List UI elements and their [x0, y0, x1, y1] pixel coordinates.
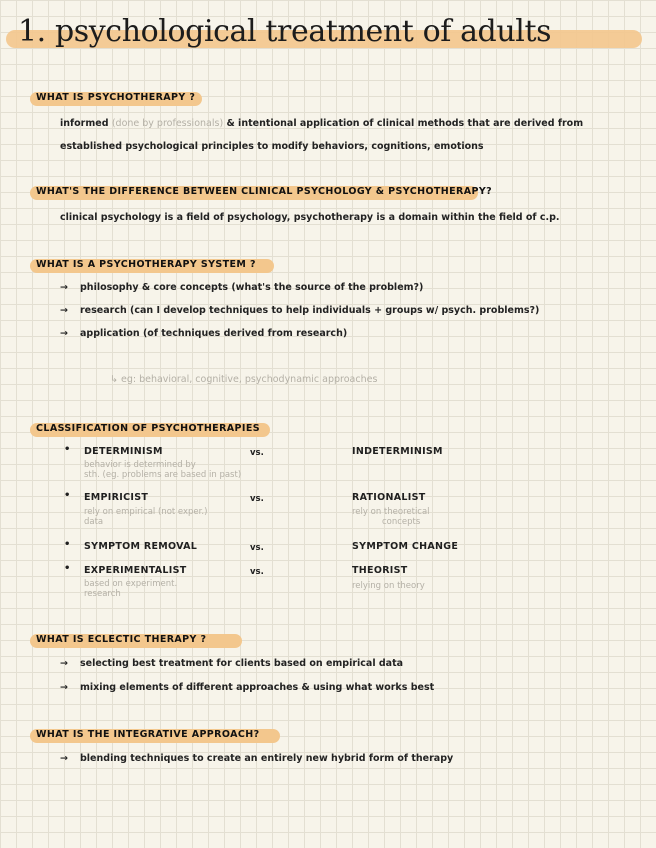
heading-psychotherapy-system	[30, 255, 256, 275]
heading-classification	[30, 419, 260, 439]
eclectic-item-text: selecting best treatment for clients based on empirical data	[80, 658, 404, 669]
eclectic-item-text: mixing elements of different approaches & using what works best	[80, 682, 435, 693]
bullet-icon: •	[64, 563, 71, 574]
classification-left-desc	[84, 507, 207, 527]
eclectic-item	[60, 658, 403, 669]
desc-line: research	[84, 589, 121, 599]
system-item-text: research (can I develop techniques to help individuals + groups w/ psych. problems?)	[80, 305, 540, 316]
heading-eclectic-therapy	[30, 630, 206, 650]
system-item	[60, 305, 539, 316]
classification-right-term: RATIONALIST	[352, 492, 426, 503]
heading-text: WHAT IS THE INTEGRATIVE APPROACH?	[36, 729, 260, 740]
integrative-item	[60, 753, 453, 764]
classification-right-desc	[352, 581, 425, 591]
arrow-icon: →	[60, 328, 68, 339]
heading-text: WHAT IS PSYCHOTHERAPY ?	[36, 92, 196, 103]
definition-line-2: established psychological principles to modify behaviors, cognitions, emotions	[60, 141, 484, 152]
heading-text: CLASSIFICATION OF PSYCHOTHERAPIES	[36, 423, 260, 434]
desc-line: concepts	[382, 517, 421, 527]
vs-label: vs.	[250, 448, 264, 458]
classification-left-term: EMPIRICIST	[84, 492, 149, 503]
classification-right-term: SYMPTOM CHANGE	[352, 541, 459, 552]
classification-left-desc	[84, 579, 177, 599]
title-block	[0, 14, 656, 58]
definition-text: informed	[60, 118, 109, 129]
classification-right-desc	[352, 507, 430, 527]
heading-text: WHAT IS A PSYCHOTHERAPY SYSTEM ?	[36, 259, 256, 270]
desc-line: rely on theoretical	[352, 507, 430, 517]
definition-text: & intentional application of clinical methods that are derived from	[226, 118, 584, 129]
classification-left-term: DETERMINISM	[84, 446, 163, 457]
vs-label: vs.	[250, 567, 264, 577]
classification-left-term: EXPERIMENTALIST	[84, 565, 187, 576]
difference-line: clinical psychology is a field of psychology, psychotherapy is a domain within the field of c.p.	[60, 212, 560, 223]
page-title: 1. psychological treatment of adults	[18, 14, 552, 49]
arrow-icon: →	[60, 282, 68, 293]
system-example-text: eg: behavioral, cognitive, psychodynamic approaches	[120, 374, 378, 385]
heading-difference	[30, 182, 492, 202]
system-item-text: application (of techniques derived from research)	[80, 328, 348, 339]
arrow-icon: →	[60, 305, 68, 316]
heading-what-is-psychotherapy	[30, 88, 195, 108]
definition-note: (done by professionals)	[111, 118, 224, 129]
heading-text: WHAT IS ECLECTIC THERAPY ?	[36, 634, 207, 645]
system-item	[60, 282, 423, 293]
desc-line: rely on empirical (not exper.)	[84, 507, 208, 517]
desc-line: relying on theory	[352, 581, 425, 591]
classification-left-term: SYMPTOM REMOVAL	[84, 541, 198, 552]
arrow-icon: →	[60, 658, 68, 669]
classification-left-desc	[84, 460, 241, 480]
classification-right-term: THEORIST	[352, 565, 408, 576]
arrow-icon: →	[60, 753, 68, 764]
system-example	[110, 374, 377, 385]
classification-right-term: INDETERMINISM	[352, 446, 443, 457]
definition-line-1	[60, 118, 583, 129]
system-item	[60, 328, 347, 339]
bullet-icon: •	[64, 444, 71, 455]
arrow-icon: →	[60, 682, 68, 693]
desc-line: sth. (eg. problems are based in past)	[84, 470, 242, 480]
system-item-text: philosophy & core concepts (what's the source of the problem?)	[80, 282, 424, 293]
heading-text: WHAT'S THE DIFFERENCE BETWEEN CLINICAL PSYCHOLOGY & PSYCHOTHERAPY?	[36, 186, 493, 197]
sub-arrow-icon: ↳	[110, 374, 121, 385]
bullet-icon: •	[64, 490, 71, 501]
eclectic-item	[60, 682, 434, 693]
heading-integrative-approach	[30, 725, 260, 745]
desc-line: data	[84, 517, 104, 527]
desc-line: behavior is determined by	[84, 460, 196, 470]
vs-label: vs.	[250, 543, 264, 553]
vs-label: vs.	[250, 494, 264, 504]
desc-line: based on experiment.	[84, 579, 178, 589]
integrative-item-text: blending techniques to create an entirely new hybrid form of therapy	[80, 753, 454, 764]
bullet-icon: •	[64, 539, 71, 550]
